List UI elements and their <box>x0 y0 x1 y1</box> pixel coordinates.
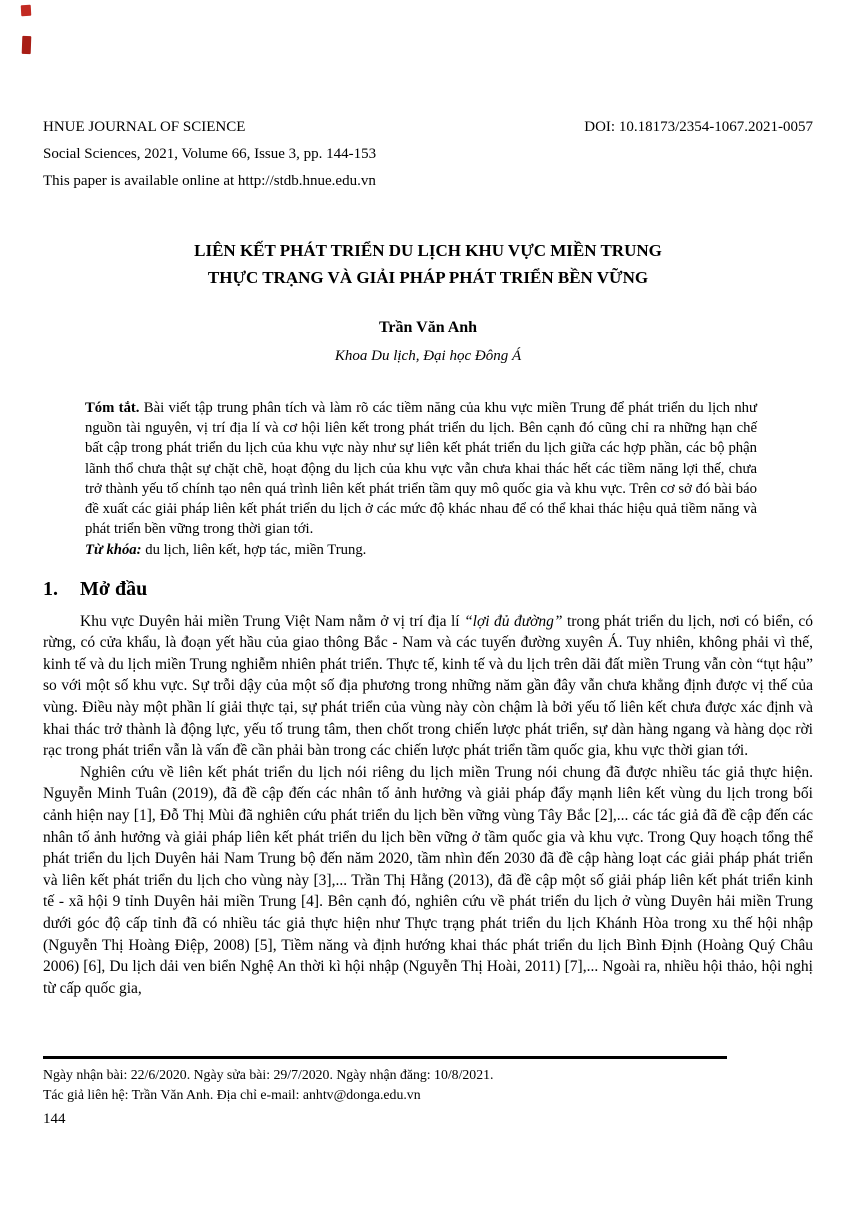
red-ink-mark-top <box>21 5 32 17</box>
doi-text: DOI: 10.18173/2354-1067.2021-0057 <box>584 119 813 135</box>
section-heading-1 <box>43 576 813 602</box>
intro-paragraph-1 <box>43 611 813 762</box>
paragraph-1-text-post: trong phát triển du lịch, nơi có biển, có rừng, có cửa khẩu, là đoạn yết hầu của giao thông Bắc - Nam và các tuyến đường xuyên Á. Tuy nhiên, không phải vì thế, kinh tế và du lịch miền Trung nghiễm nhiên phát triển. Thực tế, kinh tế và du lịch trên dãi đất miền Trung vẫn còn “tụt hậu” so với một số khu vực. Sự trỗi dậy của một số địa phương trong những năm gần đây vẫn chưa khẳng định được vị thế của vùng. Điều này một phần lí giải thực tại, sự phát triển của vùng này còn chậm là bởi yếu tố liên kết chưa được xác định và khai thác trở thành là động lực, yếu tố trung tâm, then chốt trong chiến lược phát triển, sự dàn hàng ngang và hàng dọc rời rạc trong phát triển vẫn là vấn đề cần phải bàn trong các chiến lược phát triển tầm quốc gia, khu vực thời gian tới. <box>43 612 814 760</box>
keywords-label: Từ khóa: <box>85 542 142 559</box>
article-title <box>43 237 813 291</box>
footnote-rule <box>43 1056 727 1059</box>
availability-note: This paper is available online at http://stdb.hnue.edu.vn <box>43 173 376 189</box>
page-content <box>43 0 814 1127</box>
red-ink-mark-bottom <box>22 36 32 54</box>
keywords-text: du lịch, liên kết, hợp tác, miền Trung. <box>141 542 367 559</box>
section-title: Mở đầu <box>80 577 148 600</box>
submission-dates-line: Ngày nhận bài: 22/6/2020. Ngày sửa bài: 29/7/2020. Ngày nhận đăng: 10/8/2021. <box>43 1066 494 1082</box>
abstract-block <box>85 398 757 561</box>
keywords-line <box>85 540 757 560</box>
author-affiliation: Khoa Du lịch, Đại học Đông Á <box>334 348 522 364</box>
abstract-paragraph <box>85 398 757 539</box>
quoted-idiom: “lợi đủ đường” <box>464 612 563 630</box>
issue-info: Social Sciences, 2021, Volume 66, Issue 3, pp. 144-153 <box>43 146 377 162</box>
article-title-line-2: THỰC TRẠNG VÀ GIẢI PHÁP PHÁT TRIỂN BỀN VỮNG <box>207 268 649 287</box>
journal-name: HNUE JOURNAL OF SCIENCE <box>43 119 246 135</box>
abstract-text: Bài viết tập trung phân tích và làm rõ các tiềm năng của khu vực miền Trung để phát triển du lịch như nguồn tài nguyên, vị trí địa lí và cơ hội liên kết trong phát triển du lịch. Bên cạnh đó cũng chỉ ra những hạn chế bất cập trong phát triển du lịch của khu vực này như sự liên kết phát triển du lịch giữa các hợp phần, các bộ phận lãnh thổ chưa thật sự chặt chẽ, hoạt động du lịch của khu vực vẫn chưa khai thác hết các tiềm năng lợi thế, chưa trở thành yếu tố chính tạo nên quá trình liên kết phát triển tầm quy mô quốc gia và khu vực. Trên cơ sở đó bài báo đề xuất các giải pháp liên kết phát triển du lịch ở các mức độ khác nhau để có thể khai thác hiệu quả tiềm năng và phát triển bền vững trong thời gian tới. <box>85 400 757 538</box>
paragraph-1-text-pre: Khu vực Duyên hải miền Trung Việt Nam nằm ở vị trí địa lí <box>80 612 465 630</box>
footnote-block <box>43 1056 813 1129</box>
intro-paragraph-2: Nghiên cứu về liên kết phát triển du lịch nói riêng du lịch miền Trung nói chung đã được nhiều tác giả thực hiện. Nguyễn Minh Tuân (2019), đã đề cập đến các nhân tố ảnh hưởng và giải pháp đẩy mạnh liên kết vùng du lịch trong bối cảnh hiện nay [1], Đỗ Thị Mùi đã nghiên cứu phát triển du lịch bền vững vùng Tây Bắc [2],... các tác giả đã đề cập đến các nhân tố ảnh hưởng và giải pháp liên kết phát triển du lịch bền vững ở tầm quốc gia và khu vực. Trong Quy hoạch tổng thể phát triển du lịch Duyên hải Nam Trung bộ đến năm 2020, tầm nhìn đến 2030 đã đề cập hàng loạt các giải pháp phát triển và liên kết phát triển du lịch cho vùng này [3],... Trần Thị Hằng (2013), đã đề cập một số giải pháp liên kết phát triển kinh tế - xã hội 9 tỉnh Duyên hải miền Trung [4]. Bên cạnh đó, nghiên cứu về phát triển du lịch ở vùng Duyên hải miền Trung dưới góc độ cấp tỉnh đã có nhiều tác giả thực hiện như Thực trạng phát triển du lịch Khánh Hòa trong xu thế hội nhập (Nguyễn Thị Hoàng Điệp, 2008) [5], Tiềm năng và định hướng khai thác phát triển du lịch Bình Định (Hoàng Quý Châu 2006) [6], Du lịch dải ven biển Nghệ An thời kì hội nhập (Nguyễn Thị Hoài, 2011) [7],... Ngoài ra, nhiều hội thảo, hội nghị từ cấp quốc gia, <box>43 763 813 997</box>
page-number: 144 <box>43 1110 66 1127</box>
corresponding-author-line: Tác giả liên hệ: Trần Văn Anh. Địa chỉ e-mail: anhtv@donga.edu.vn <box>43 1086 421 1102</box>
journal-header <box>43 0 813 195</box>
author-name: Trần Văn Anh <box>378 319 478 336</box>
section-number: 1. <box>43 577 58 600</box>
article-title-line-1: LIÊN KẾT PHÁT TRIỂN DU LỊCH KHU VỰC MIỀN TRUNG <box>194 241 662 260</box>
abstract-label: Tóm tắt. <box>85 400 140 416</box>
